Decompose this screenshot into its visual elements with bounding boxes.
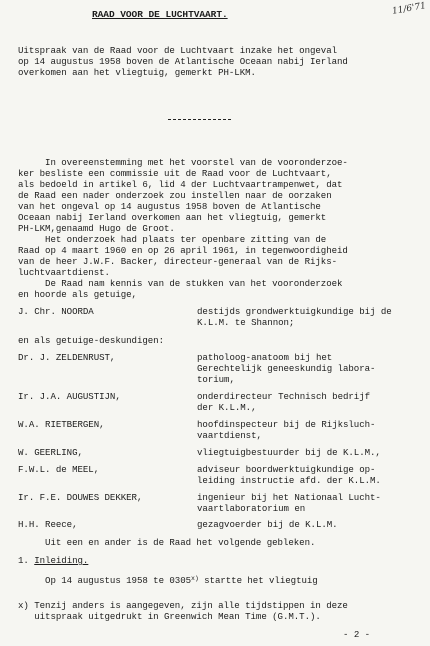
intro-line-3: overkomen aan het vliegtuig, gemerkt PH-LKM. [18,67,256,78]
paragraph-line-13: en hoorde als getuige, [18,289,137,300]
expert-role-line: adviseur boordwerktuigkundige op- [197,464,376,475]
expert-name: W. GEERLING, [18,447,83,458]
footnote-marker: x) [191,575,199,582]
experts-label: en als getuige-deskundigen: [18,335,164,346]
witness-role-line-2: K.L.M. te Shannon; [197,317,295,328]
section-text [18,573,318,586]
section-title: Inleiding. [34,555,89,566]
paragraph-line-6: Oceaan nabij Ierland overkomen aan het vliegtuig, gemerkt [18,212,327,223]
expert-role-line: der K.L.M., [197,402,257,413]
expert-role-line: onderdirecteur Technisch bedrijf [197,391,371,402]
paragraph-line-9: Raad op 4 maart 1960 en op 26 april 1961, in tegenwoordigheid [18,245,348,256]
witness-name: J. Chr. NOORDA [18,306,94,317]
expert-name: Ir. F.E. DOUWES DEKKER, [18,492,143,503]
expert-name: Ir. J.A. AUGUSTIJN, [18,391,121,402]
expert-role-line: vliegtuigbestuurder bij de K.L.M., [197,447,381,458]
expert-role-line: Gerechtelijk geneeskundig labora- [197,363,376,374]
expert-role-line: gezagvoerder bij de K.L.M. [197,519,338,530]
paragraph-line-11: luchtvaartdienst. [18,267,110,278]
expert-role-line: leiding instructie afd. der K.L.M. [197,475,381,486]
conclusion-line: Uit een en ander is de Raad het volgende gebleken. [18,537,316,548]
page-number: - 2 - [343,629,371,640]
witness-role-line-1: destijds grondwerktuigkundige bij de [197,306,392,317]
paragraph-line-3: als bedoeld in artikel 6, lid 4 der Luchtvaartrampenwet, dat [18,179,343,190]
intro-line-1: Uitspraak van de Raad voor de Luchtvaart inzake het ongeval [18,45,338,56]
footnote-line-1: x) Tenzij anders is aangegeven, zijn alle tijdstippen in deze [18,600,348,611]
section-text-after: startte het vliegtuig [198,575,318,586]
paragraph-line-2: ker besliste een commissie uit de Raad voor de Luchtvaart, [18,168,332,179]
expert-name: Dr. J. ZELDENRUST, [18,352,116,363]
paragraph-line-4: de Raad een nader onderzoek zou instellen naar de oorzaken [18,190,332,201]
footnote-line-2: uitspraak uitgedrukt in Greenwich Mean Time (G.M.T.). [18,611,321,622]
paragraph-line-7: PH-LKM,genaamd Hugo de Groot. [18,223,175,234]
intro-line-2: op 14 augustus 1958 boven de Atlantische Oceaan nabij Ierland [18,56,348,67]
paragraph-line-8: Het onderzoek had plaats ter openbare zitting van de [18,234,327,245]
expert-role-line: torium, [197,374,235,385]
paragraph-line-5: van het ongeval op 14 augustus 1958 boven de Atlantische [18,201,321,212]
separator-rule [168,119,231,120]
expert-role-line: vaartdienst, [197,430,262,441]
section-text-before: Op 14 augustus 1958 te 0305 [18,575,192,586]
paragraph-line-1: In overeenstemming met het voorstel van de vooronderzoe- [18,157,348,168]
expert-name: W.A. RIETBERGEN, [18,419,105,430]
section-number: 1. [18,555,29,566]
handwritten-note: 11/6'71 [391,1,427,17]
document-heading: RAAD VOOR DE LUCHTVAART. [92,9,228,20]
expert-role-line: ingenieur bij het Nationaal Lucht- [197,492,381,503]
expert-role-line: hoofdinspecteur bij de Rijksluch- [197,419,376,430]
paragraph-line-10: van de heer J.W.F. Backer, directeur-generaal van de Rijks- [18,256,338,267]
section-heading [18,555,88,566]
paragraph-line-12: De Raad nam kennis van de stukken van het vooronderzoek [18,278,343,289]
expert-name: H.H. Reece, [18,519,78,530]
expert-name: F.W.L. de MEEL, [18,464,100,475]
expert-role-line: vaartlaboratorium en [197,503,306,514]
expert-role-line: patholoog-anatoom bij het [197,352,333,363]
